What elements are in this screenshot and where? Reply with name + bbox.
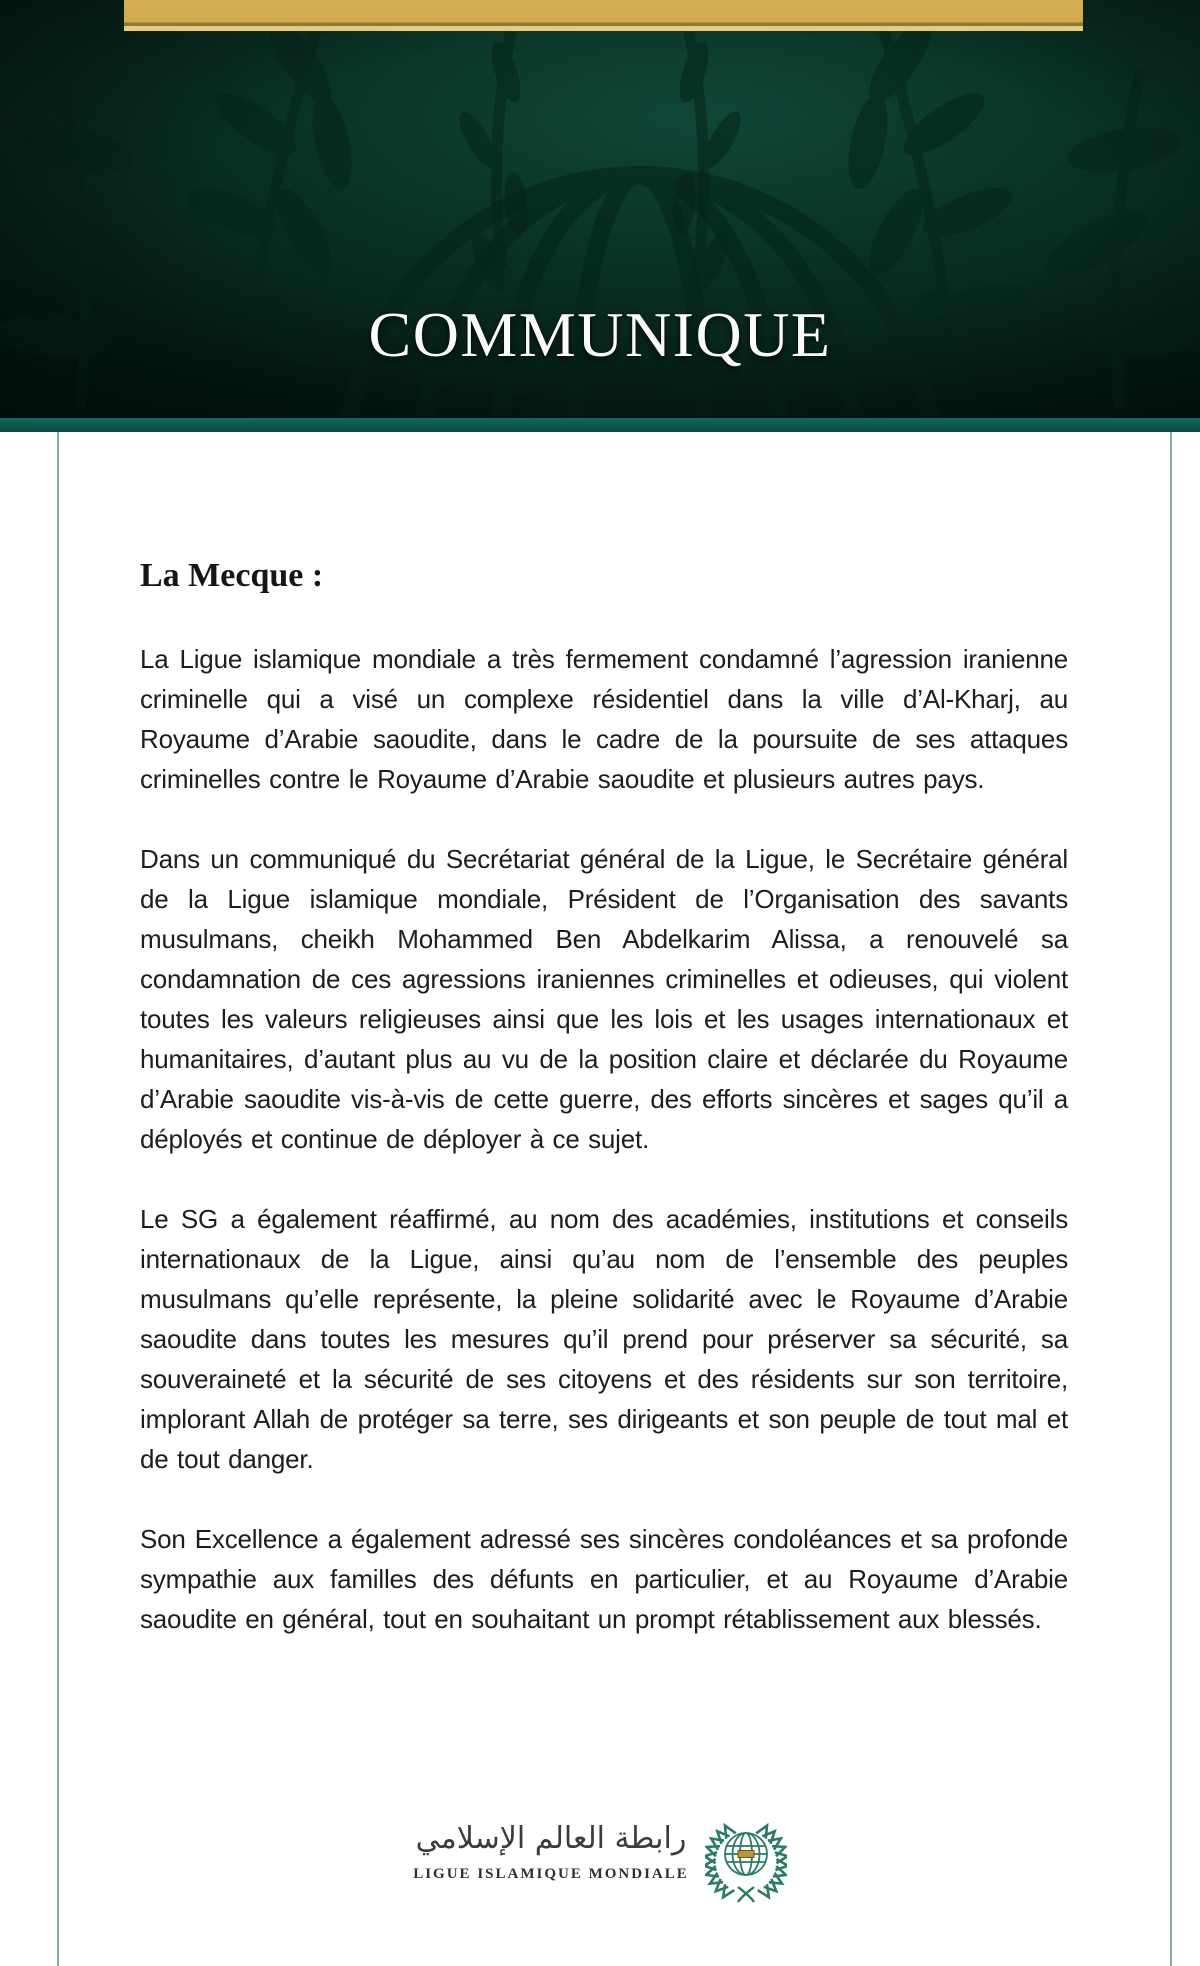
paragraph-3: Le SG a également réaffirmé, au nom des académies, institutions et conseils internationaux de la Ligue, ainsi qu’au nom de l’ensemble des peuples musulmans qu’elle représente, la pleine solidarité avec le Royaume d’Arabie saoudite dans toutes les mesures qu’il prend pour préserver sa sécurité, sa souveraineté et la sécurité de ses citoyens et des résidents sur son territoire, implorant Allah de protéger sa terre, ses dirigeants et son peuple de tout mal et de tout danger. [140,1204,1068,1475]
gold-accent-bar [124,0,1083,31]
document-body [140,556,1068,1679]
header-banner [0,0,1200,418]
paragraph-1: La Ligue islamique mondiale a très fermement condamné l’agression iranienne criminelle qui a visé un complexe résidentiel dans la ville d’Al-Kharj, au Royaume d’Arabie saoudite, dans le cadre de la poursuite de ses attaques criminelles contre le Royaume d’Arabie saoudite et plusieurs autres pays. [140,644,1068,795]
paragraph-4: Son Excellence a également adressé ses sincères condoléances et sa profonde sympathie aux familles des défunts en particulier, et au Royaume d’Arabie saoudite en général, tout en souhaitant un prompt rétablissement aux blessés. [140,1524,1068,1635]
teal-divider-band [0,418,1200,432]
dateline-heading: La Mecque : [140,557,324,594]
communique-title: COMMUNIQUE [368,299,832,370]
right-edge-rule [1170,432,1172,1966]
left-edge-rule [57,432,59,1966]
paragraph-2: Dans un communiqué du Secrétariat général de la Ligue, le Secrétaire général de la Ligue islamique mondiale, Président de l’Organisation des savants musulmans, cheikh Mohammed Ben Abdelkarim Alissa, a renouvelé sa condamnation de ces agressions iraniennes criminelles et odieuses, qui violent toutes les valeurs religieuses ainsi que les lois et les usages internationaux et humanitaires, d’autant plus au vu de la position claire et déclarée du Royaume d’Arabie saoudite vis-à-vis de cette guerre, des efforts sincères et sages qu’il a déployés et continue de déployer à ce sujet. [140,844,1068,1155]
logo-arabic-calligraphy: رابطة العالم الإسلامي [415,1821,687,1856]
logo-wordmarks [413,1816,689,1882]
organization-logo [0,1816,1200,1904]
logo-french-wordmark: LIGUE ISLAMIQUE MONDIALE [413,1866,689,1882]
globe-laurel-emblem-icon [705,1816,787,1904]
